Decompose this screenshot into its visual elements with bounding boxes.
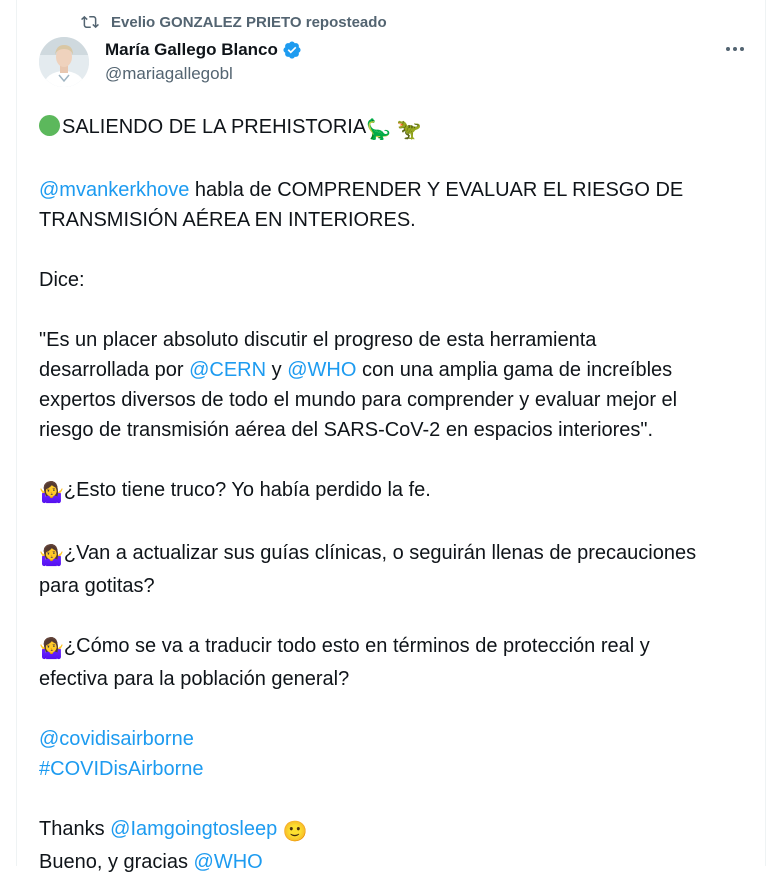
hashtag-line xyxy=(39,754,754,784)
quote-paragraph xyxy=(39,325,754,445)
question-3-text-2: efectiva para la población general? xyxy=(39,668,350,690)
mention-mvankerkhove[interactable]: @mvankerkhove xyxy=(39,179,190,201)
mention-who[interactable]: @WHO xyxy=(287,359,357,381)
mention-cern[interactable]: @CERN xyxy=(189,359,267,381)
mention-covidisairborne[interactable]: @covidisairborne xyxy=(39,728,194,750)
tweet-card[interactable] xyxy=(16,0,766,873)
thanks-line xyxy=(39,814,754,847)
headline-text: SALIENDO DE LA PREHISTORIA xyxy=(62,116,367,138)
quote-text-1: "Es un placer absoluto discutir el progreso de esta herramienta xyxy=(39,329,597,351)
shrug-emoji-icon: 🤷‍♀️ xyxy=(39,482,64,504)
shrug-emoji-icon: 🤷‍♀️ xyxy=(39,545,64,567)
tweet-text xyxy=(39,112,754,877)
verified-badge-icon[interactable] xyxy=(282,40,302,60)
question-3-text: ¿Cómo se va a traducir todo esto en términos de protección real y xyxy=(63,635,650,657)
author-handle[interactable]: @mariagallegobl xyxy=(105,64,233,83)
bueno-line xyxy=(39,847,754,877)
question-3 xyxy=(39,631,754,694)
quote-text-3: con una amplia gama de increíbles xyxy=(356,359,673,381)
question-1-text: ¿Esto tiene truco? Yo había perdido la fe. xyxy=(63,479,431,501)
repost-icon xyxy=(81,13,99,31)
mention-covidisairborne-line xyxy=(39,724,754,754)
quote-text-4: expertos diversos de todo el mundo para comprender y evaluar mejor el xyxy=(39,389,678,411)
mention-who-2[interactable]: @WHO xyxy=(193,851,263,873)
more-dots-icon xyxy=(725,46,745,52)
bueno-text: Bueno, y gracias xyxy=(39,851,194,873)
green-circle-icon xyxy=(39,115,60,136)
intro-text-2: TRANSMISIÓN AÉREA EN INTERIORES. xyxy=(39,209,416,231)
avatar[interactable] xyxy=(39,37,89,87)
shrug-emoji-icon: 🤷‍♀️ xyxy=(39,638,64,660)
mention-iamgoingtosleep[interactable]: @Iamgoingtosleep xyxy=(110,818,278,840)
avatar-image xyxy=(39,37,89,87)
paragraph-intro xyxy=(39,175,754,235)
thanks-text: Thanks xyxy=(39,818,111,840)
question-2 xyxy=(39,538,754,601)
dice-line: Dice: xyxy=(39,269,85,291)
author-name[interactable]: María Gallego Blanco xyxy=(105,40,278,59)
question-2-text: ¿Van a actualizar sus guías clínicas, o seguirán llenas de precauciones xyxy=(63,542,697,564)
line-headline xyxy=(39,112,754,145)
repost-label[interactable]: Evelio GONZALEZ PRIETO reposteado xyxy=(111,13,387,31)
quote-text-5: riesgo de transmisión aérea del SARS-CoV-2 en espacios interiores". xyxy=(39,419,654,441)
question-2-text-2: para gotitas? xyxy=(39,575,155,597)
quote-text-2: desarrollada por xyxy=(39,359,190,381)
author-block xyxy=(105,38,302,84)
hashtag-covidisairborne[interactable]: #COVIDisAirborne xyxy=(39,758,204,780)
repost-header xyxy=(81,12,387,32)
quote-y: y xyxy=(266,359,288,381)
dinosaur-emoji-icon: 🦕 🦖 xyxy=(366,119,422,141)
smile-emoji-icon: 🙂 xyxy=(282,821,308,843)
more-options-button[interactable] xyxy=(723,40,747,58)
question-1 xyxy=(39,475,754,508)
intro-text: habla de COMPRENDER Y EVALUAR EL RIESGO DE xyxy=(189,179,684,201)
